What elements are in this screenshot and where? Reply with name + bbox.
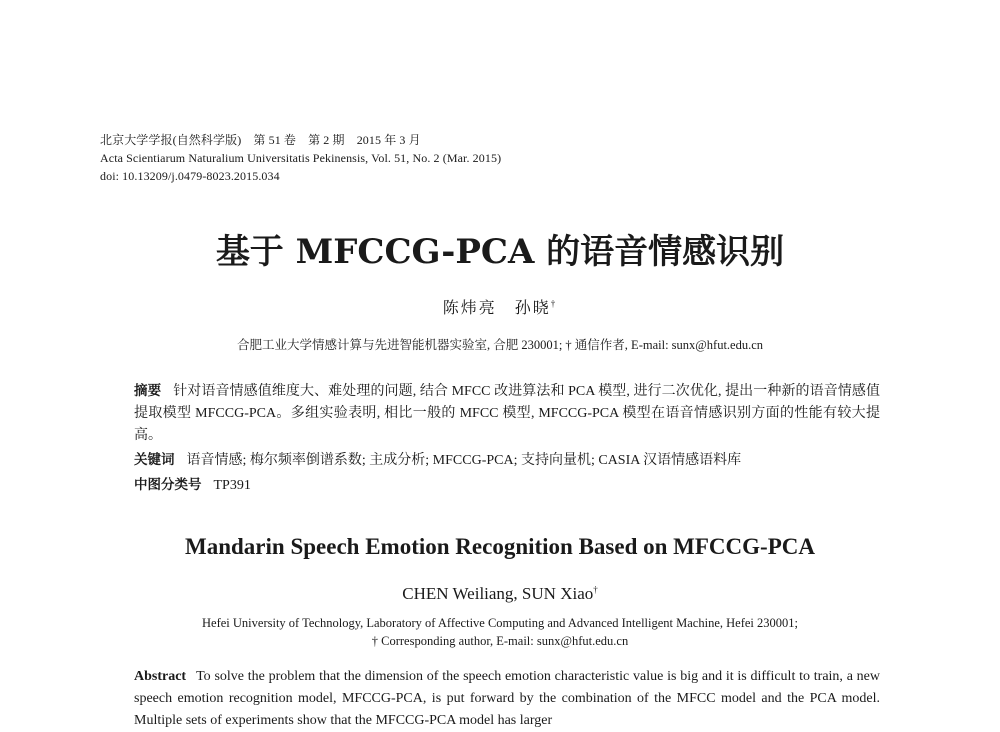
cn-abstract [134,380,880,447]
en-abstract-label: Abstract [134,669,187,684]
cn-clc [134,474,880,497]
en-affiliation-line-1: Hefei University of Technology, Laboratory of Affective Computing and Advanced Intelligent Machine, Hefei 230001; [202,616,798,630]
cn-author-mark: † [550,298,558,309]
doi: doi: 10.13209/j.0479-8023.2015.034 [100,169,280,183]
cn-abstract-block [134,380,880,497]
cn-clc-text: TP391 [213,478,251,493]
cn-keywords-label: 关键词 [134,452,175,468]
en-author-mark: † [593,584,598,595]
en-abstract-text: To solve the problem that the dimension of the speech emotion characteristic value is big and it is difficult to train, a new speech emotion recognition model, MFCCG-PCA, is put forward by the combination of the MFCC model and the PCA model. Multiple sets of experiments show that the MFCCG-PCA model has larger [134,669,880,728]
en-author-names: CHEN Weiliang, SUN Xiao [402,584,594,603]
journal-line-cn: 北京大学学报(自然科学版) 第 51 卷 第 2 期 2015 年 3 月 [100,133,421,147]
en-title: Mandarin Speech Emotion Recognition Based on MFCCG-PCA [185,534,815,559]
en-affiliation-line-2: † Corresponding author, E-mail: sunx@hfut.edu.cn [371,634,629,648]
cn-affiliation: 合肥工业大学情感计算与先进智能机器实验室, 合肥 230001; † 通信作者, E-mail: sunx@hfut.edu.cn [236,338,764,352]
cn-keywords [134,449,880,472]
cn-keywords-text: 语音情感; 梅尔频率倒谱系数; 主成分析; MFCCG-PCA; 支持向量机; CASIA 汉语情感语料库 [186,453,742,468]
journal-header [100,131,501,185]
en-authors [0,584,1000,604]
cn-abstract-label: 摘要 [134,383,162,399]
cn-authors [0,295,1000,318]
cn-clc-label: 中图分类号 [134,477,202,493]
cn-title: 基于 MFCCG-PCA 的语音情感识别 [215,232,785,272]
cn-abstract-text: 针对语音情感值维度大、难处理的问题, 结合 MFCC 改进算法和 PCA 模型, 进行二次优化, 提出一种新的语音情感值提取模型 MFCCG-PCA。多组实验表明, 相比一般的 MFCC 模型, MFCCG-PCA 模型在语音情感识别方面的性能有较大提高。 [134,384,881,443]
cn-author-names: 陈炜亮 孙晓 [442,300,551,317]
journal-line-en: Acta Scientiarum Naturalium Universitatis Pekinensis, Vol. 51, No. 2 (Mar. 2015) [100,151,502,165]
en-abstract [134,666,880,732]
en-affiliation [0,614,1000,650]
